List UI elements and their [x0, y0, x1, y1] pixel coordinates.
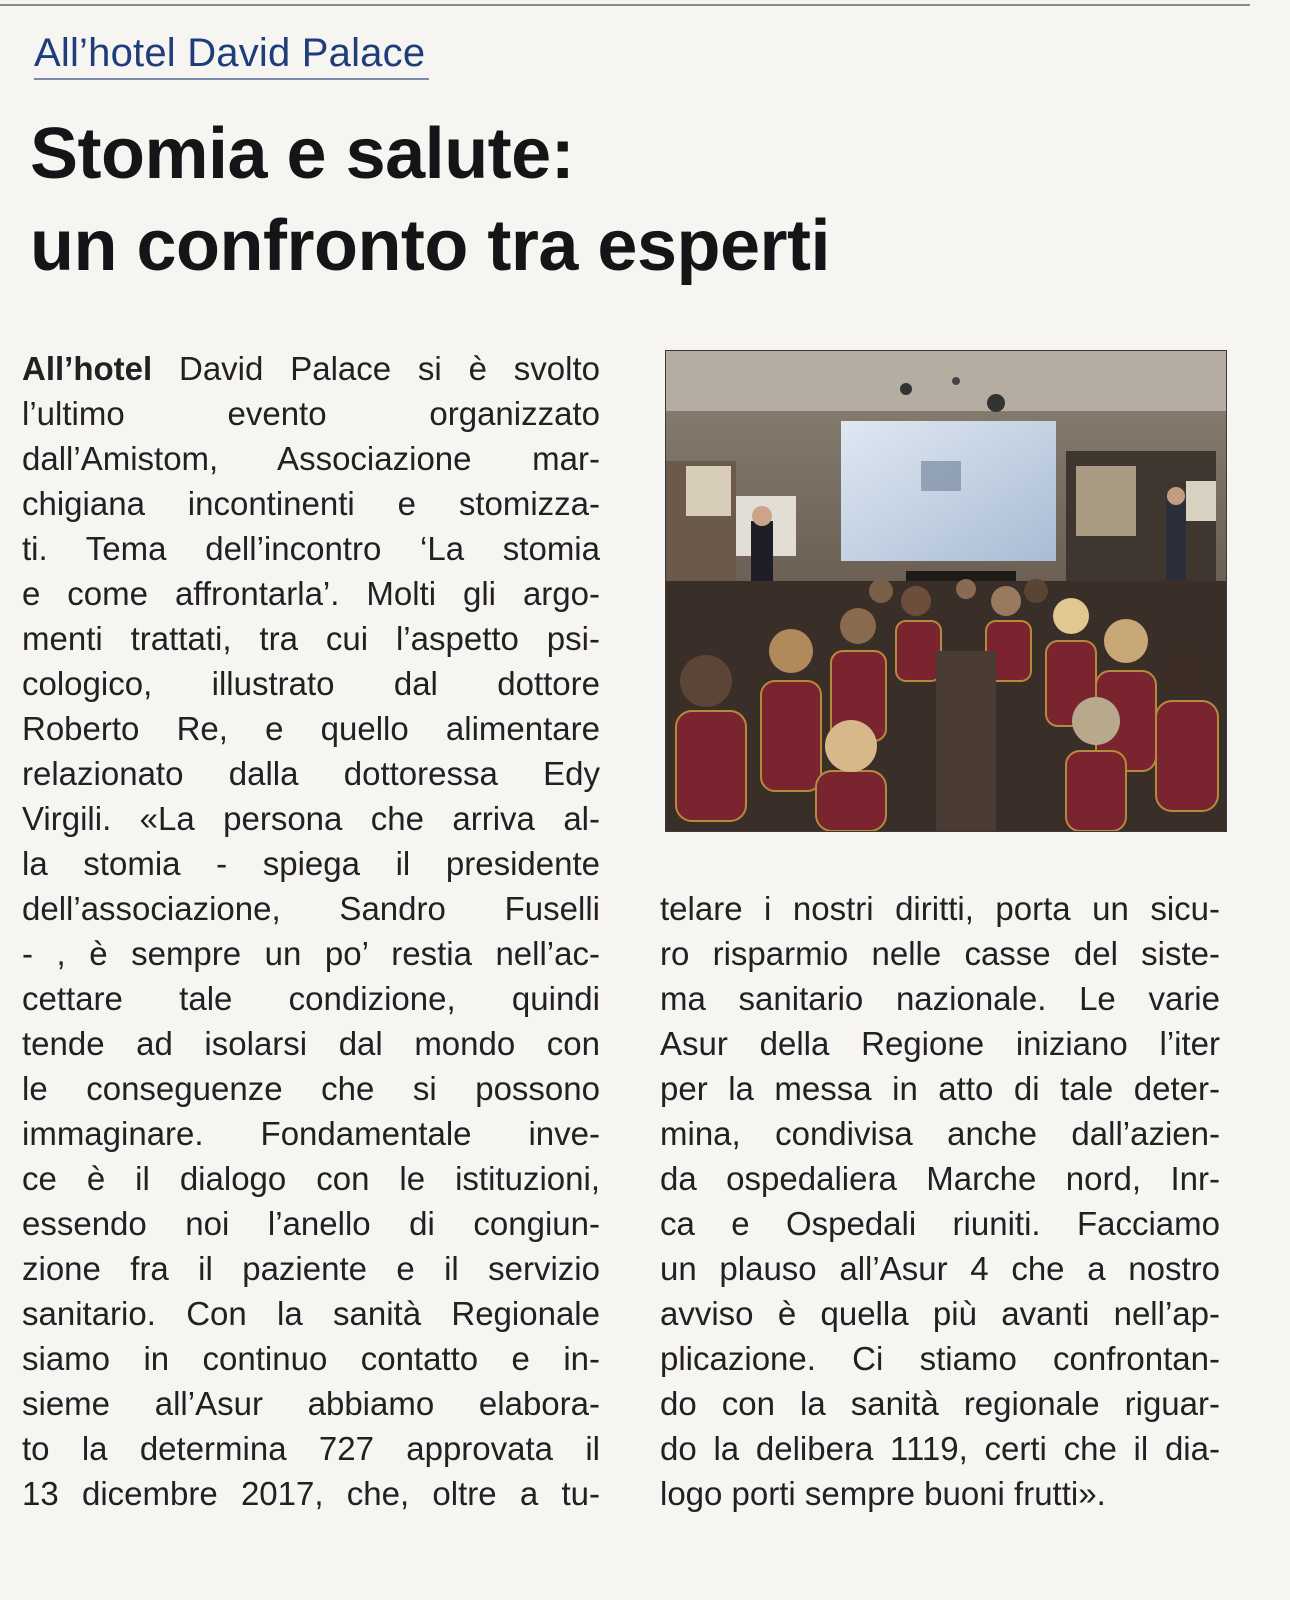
column-line: la stomia - spiega il presidente — [22, 845, 600, 882]
headline-line-2: un confronto tra esperti — [30, 206, 831, 286]
column-line: - , è sempre un po’ restia nell’ac- — [22, 935, 600, 972]
column-line: 13 dicembre 2017, che, oltre a tu- — [22, 1475, 600, 1512]
column-line: un plauso all’Asur 4 che a nostro — [660, 1250, 1220, 1287]
column-line: da ospedaliera Marche nord, Inr- — [660, 1160, 1220, 1197]
column-line: zione fra il paziente e il servizio — [22, 1250, 600, 1287]
article-headline — [30, 108, 1130, 292]
column-line: e come affrontarla’. Molti gli argo- — [22, 575, 600, 612]
column-line: relazionato dalla dottoressa Edy — [22, 755, 600, 792]
article-kicker: All’hotel David Palace — [34, 28, 429, 80]
column-line: sanitario. Con la sanità Regionale — [22, 1295, 600, 1332]
column-line: ro risparmio nelle casse del siste- — [660, 935, 1220, 972]
column-line: avviso è quella più avanti nell’ap- — [660, 1295, 1220, 1332]
column-line: essendo noi l’anello di congiun- — [22, 1205, 600, 1242]
column-line: ma sanitario nazionale. Le varie — [660, 980, 1220, 1017]
column-line — [22, 346, 600, 391]
column-line: cologico, illustrato dal dottore — [22, 665, 600, 702]
top-rule — [0, 4, 1250, 6]
column-line: ca e Ospedali riuniti. Facciamo — [660, 1205, 1220, 1242]
column-line: telare i nostri diritti, porta un sicu- — [660, 890, 1220, 927]
column-line: ce è il dialogo con le istituzioni, — [22, 1160, 600, 1197]
column-line: tende ad isolarsi dal mondo con — [22, 1025, 600, 1062]
column-line: le conseguenze che si possono — [22, 1070, 600, 1107]
conference-photo-illustration — [666, 351, 1226, 831]
column-line: plicazione. Ci stiamo confrontan- — [660, 1340, 1220, 1377]
column-line: immaginare. Fondamentale inve- — [22, 1115, 600, 1152]
lead-in: All’hotel — [22, 350, 153, 387]
column-line: sieme all’Asur abbiamo elabora- — [22, 1385, 600, 1422]
column-line: to la determina 727 approvata il — [22, 1430, 600, 1467]
column-line: do la delibera 1119, certi che il dia- — [660, 1430, 1220, 1467]
headline-line-1: Stomia e salute: — [30, 114, 575, 194]
column-line: do con la sanità regionale riguar- — [660, 1385, 1220, 1422]
column-line: logo porti sempre buoni frutti». — [660, 1475, 1106, 1512]
column-line: mina, condivisa anche dall’azien- — [660, 1115, 1220, 1152]
column-line: Asur della Regione iniziano l’iter — [660, 1025, 1220, 1062]
column-line: dell’associazione, Sandro Fuselli — [22, 890, 600, 927]
column-line: Virgili. «La persona che arriva al- — [22, 800, 600, 837]
column-line: l’ultimo evento organizzato — [22, 395, 600, 432]
conference-photo — [665, 350, 1227, 832]
column-line: dall’Amistom, Associazione mar- — [22, 440, 600, 477]
column-line: cettare tale condizione, quindi — [22, 980, 600, 1017]
article-column-left — [22, 346, 600, 1516]
column-line: siamo in continuo contatto e in- — [22, 1340, 600, 1377]
article-column-right — [660, 886, 1220, 1516]
column-line: Roberto Re, e quello alimentare — [22, 710, 600, 747]
column-line: menti trattati, tra cui l’aspetto psi- — [22, 620, 600, 657]
column-line: per la messa in atto di tale deter- — [660, 1070, 1220, 1107]
column-line: ti. Tema dell’incontro ‘La stomia — [22, 530, 600, 567]
column-line: chigiana incontinenti e stomizza- — [22, 485, 600, 522]
lead-rest: David Palace si è svolto — [152, 350, 600, 387]
